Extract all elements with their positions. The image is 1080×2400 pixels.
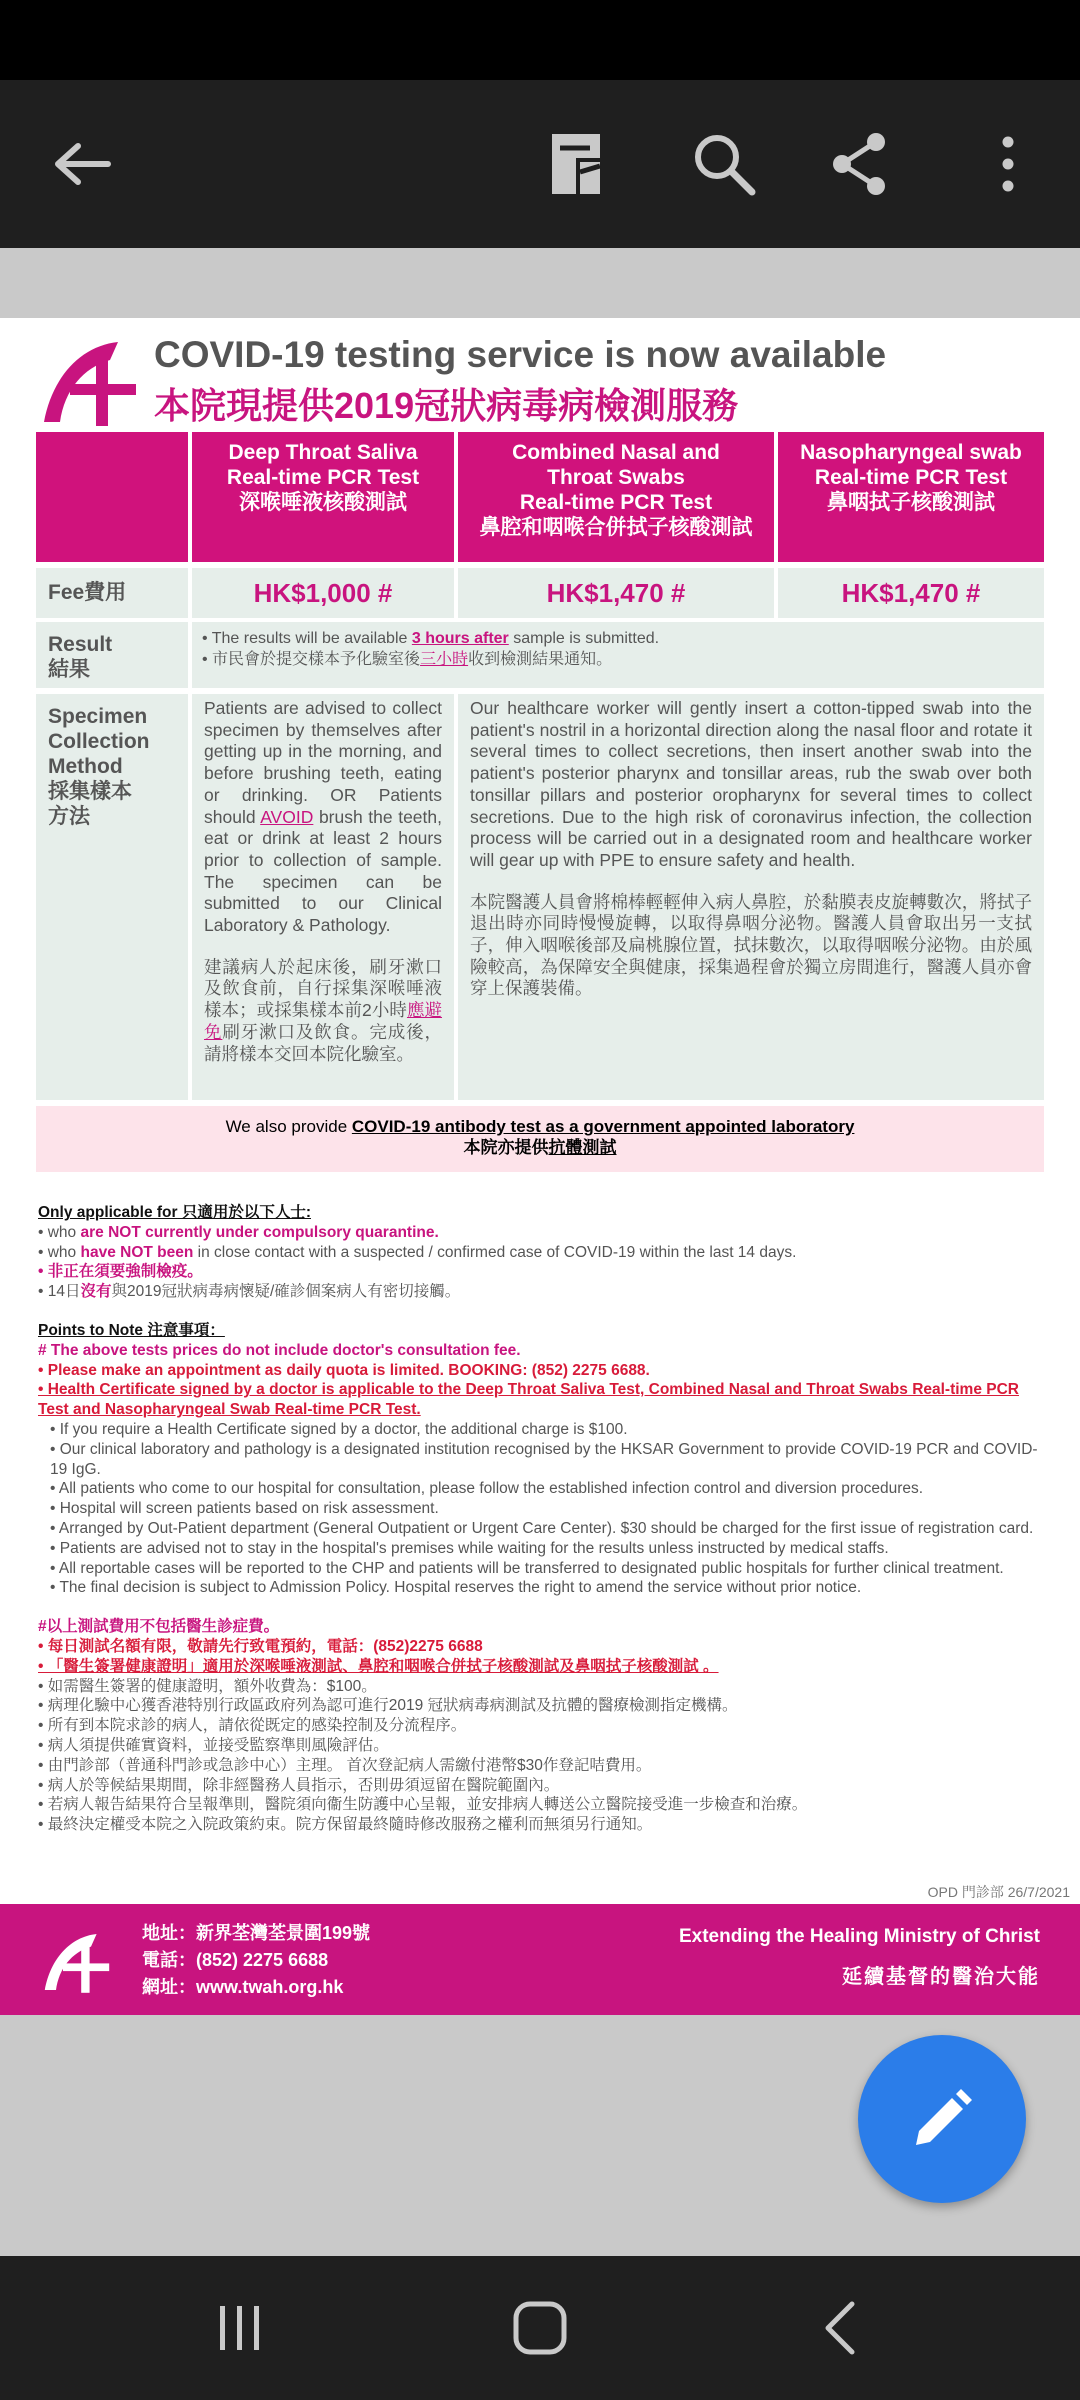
document-date: OPD 門診部 26/7/2021 <box>927 1884 1070 1900</box>
pdf-page <box>0 318 1080 2015</box>
swab-text-en: Our healthcare worker will gently insert a cotton-tipped swab into the patient's nostril in a horizontal direction along the nasal floor and rotate it several times to collect secretions, then insert another swab into the patient's posterior pharynx and tonsillar areas, rub the swab over both tonsillar pillars and posterior oropharynx for several times to collect secretions. Due to the high risk of coronavirus infection, the collection process will be carried out in a designated room and healthcare worker will gear up with PPE to ensure safety and health. <box>470 698 1032 870</box>
saliva-text-zh: 建議病人於起床後，刷牙漱口及飲食前，自行採集深喉唾液樣本；或採集樣本前2小時 <box>204 956 442 1021</box>
viewer-toolbar <box>0 80 1080 248</box>
arrow-left-icon[interactable] <box>40 122 124 206</box>
point-item-zh: #以上測試費用不包括醫生診症費。 <box>38 1618 280 1636</box>
share-icon[interactable] <box>818 122 902 206</box>
antibody-banner <box>36 1106 1044 1172</box>
system-nav-bar <box>0 2256 1080 2400</box>
point-item: • Hospital will screen patients based on risk assessment. <box>50 1500 439 1518</box>
applicable-item-emphasis: have NOT been <box>80 1243 194 1261</box>
result-text <box>192 622 1044 688</box>
swab-method-text <box>458 694 1044 1100</box>
footer-address: 地址：新界荃灣荃景圍199號 <box>142 1923 371 1943</box>
fee-nasal-throat: HK$1,470 # <box>458 568 774 618</box>
specimen-label <box>36 694 188 1100</box>
page-gap <box>0 248 1080 318</box>
saliva-text-en: brush the teeth, eat or drink at least 2 hours prior to collection of sample. The specimen can be submitted to our Clinical Laboratory & Pathology. <box>204 806 442 936</box>
header-nasal-throat-test <box>458 432 774 562</box>
applicable-title-zh: 只適用於以下人士: <box>177 1204 311 1221</box>
edit-pencil-icon <box>910 2087 974 2151</box>
applicable-item: • who <box>38 1243 81 1261</box>
applicable-item-emphasis: are NOT currently under compulsory quarantine. <box>80 1223 439 1241</box>
back-icon[interactable] <box>790 2286 890 2370</box>
point-item: • Our clinical laboratory and pathology is a designated institution recognised by the HKSAR Government to provide COVID-19 PCR and COVID-19 IgG. <box>50 1440 1038 1478</box>
point-item: • If you require a Health Certificate signed by a doctor, the additional charge is $100. <box>50 1420 628 1438</box>
fee-label: Fee費用 <box>36 568 188 618</box>
point-item-zh: • 病人於等候結果期間，除非經醫務人員指示，否則毋須逗留在醫院範圍內。 <box>38 1776 560 1794</box>
applicable-item-zh: 與2019冠狀病毒病懷疑/確診個案病人有密切接觸。 <box>111 1283 461 1301</box>
antibody-text-zh-emphasis: 抗體測試 <box>548 1138 617 1157</box>
saliva-text-en-emphasis: AVOID <box>260 806 314 827</box>
header-line: Throat Swabs <box>547 466 685 489</box>
header-line: Real-time PCR Test <box>814 466 1008 489</box>
specimen-label-line: Collection <box>48 730 150 753</box>
point-item-zh: • 所有到本院求診的病人，請依從既定的感染控制及分流程序。 <box>38 1717 467 1735</box>
point-item: • All reportable cases will be reported to the CHP and patients will be transferred to designated public hospitals for further clinical treatment. <box>50 1559 1004 1577</box>
header-line: 鼻咽拭子核酸測試 <box>827 491 995 514</box>
points-title: Points to Note <box>38 1321 144 1339</box>
header-line: Real-time PCR Test <box>226 466 420 489</box>
result-text-en: • The results will be available <box>202 630 412 647</box>
applicable-title: Only applicable for <box>38 1204 178 1221</box>
hospital-logo <box>42 1926 112 1998</box>
page-title-zh: 本院現提供2019冠狀病毒病檢測服務 <box>154 385 739 426</box>
header-blank-cell <box>36 432 188 562</box>
header-saliva-test <box>192 432 454 562</box>
saliva-text-en: Patients are advised to collect specimen by themselves after getting up in the morning, and before brushing teeth, eating or drinking. OR Patients should <box>204 698 442 827</box>
applicable-item-zh: • 非正在須要強制檢疫。 <box>38 1263 203 1281</box>
header-nasopharyngeal-test <box>778 432 1044 562</box>
edit-fab-button[interactable] <box>858 2035 1026 2203</box>
page-title-en: COVID-19 testing service is now available <box>154 334 887 375</box>
point-item: • Arranged by Out-Patient department (General Outpatient or Urgent Care Center). $30 should be charged for the first issue of registration card. <box>50 1519 1034 1537</box>
footer-contact <box>142 1920 370 2001</box>
point-item-zh: • 「醫生簽署健康證明」適用於深喉唾液測試、鼻腔和咽喉合併拭子核酸測試及鼻咽拭子核酸測試 。 <box>38 1657 719 1675</box>
result-text-en-emphasis: 3 hours after <box>411 630 509 647</box>
result-text-zh-emphasis: 三小時 <box>420 651 469 668</box>
specimen-label-line: 採集樣本 <box>48 780 132 803</box>
point-item: • Health Certificate signed by a doctor is applicable to the Deep Throat Saliva Test, Combined Nasal and Throat Swabs Real-time PCR Test and Nasopharyngeal Swab Real-time PCR Test. <box>38 1381 1019 1419</box>
result-text-en: sample is submitted. <box>508 630 660 647</box>
swab-text-zh: 本院醫護人員會將棉棒輕輕伸入病人鼻腔，於黏膜表皮旋轉數次，將拭子退出時亦同時慢慢旋轉，以取得鼻咽分泌物。醫護人員會取出另一支拭子，伸入咽喉後部及扁桃腺位置，拭抹數次，以取得咽喉分泌物。由於風險較高，為保障安全與健康，採集過程會於獨立房間進行，醫護人員亦會穿上保護裝備。 <box>470 891 1032 999</box>
home-icon[interactable] <box>490 2286 590 2370</box>
applicable-item: in close contact with a suspected / confirmed case of COVID-19 within the last 14 days. <box>193 1243 797 1261</box>
recents-icon[interactable] <box>190 2286 290 2370</box>
point-item-zh: • 最終決定權受本院之入院政策約束。院方保留最終隨時修改服務之權利而無須另行通知。 <box>38 1816 653 1834</box>
result-label-zh: 結果 <box>48 658 90 681</box>
point-item-zh: • 如需醫生簽署的健康證明，額外收費為：$100。 <box>38 1677 377 1695</box>
saliva-text-zh: 刷牙漱口及飲食。完成後，請將樣本交回本院化驗室。 <box>204 1021 442 1064</box>
point-item-zh: • 病理化驗中心獲香港特別行政區政府列為認可進行2019 冠狀病毒病測試及抗體的醫療檢測指定機構。 <box>38 1697 738 1715</box>
point-item: • The final decision is subject to Admission Policy. Hospital reserves the right to amend the service without prior notice. <box>50 1579 862 1597</box>
points-title-zh: 注意事項： <box>143 1321 225 1339</box>
header-line: Combined Nasal and <box>512 441 720 464</box>
antibody-text-emphasis: COVID-19 antibody test as a government appointed laboratory <box>351 1117 855 1136</box>
header-line: 鼻腔和咽喉合併拭子核酸測試 <box>479 516 753 539</box>
footer-phone: 電話：(852) 2275 6688 <box>142 1950 329 1970</box>
header-line: Real-time PCR Test <box>519 491 713 514</box>
footer-slogan-zh: 延續基督的醫治大能 <box>842 1966 1040 1988</box>
point-item: • All patients who come to our hospital for consultation, please follow the established infection control and diversion procedures. <box>50 1480 924 1498</box>
header-line: Deep Throat Saliva <box>228 441 418 464</box>
result-text-zh: • 市民會於提交樣本予化驗室後 <box>202 651 421 668</box>
applicable-item-zh-emphasis: 沒有 <box>80 1283 112 1301</box>
header-line: Nasopharyngeal swab <box>800 441 1022 464</box>
saliva-text-zh-emphasis: 應避免 <box>204 1000 443 1042</box>
result-label <box>36 622 188 688</box>
specimen-label-line: Specimen <box>48 705 148 728</box>
point-item-zh: • 若病人報告結果符合呈報準則，醫院須向衞生防護中心呈報，並安排病人轉送公立醫院接受進一步檢查和治療。 <box>38 1796 808 1814</box>
point-item-zh: • 病人須提供確實資料，並接受監察準則風險評估。 <box>38 1736 389 1754</box>
result-label-en: Result <box>48 633 113 656</box>
point-item: • Please make an appointment as daily quota is limited. BOOKING: (852) 2275 6688. <box>38 1361 650 1379</box>
specimen-label-line: Method <box>48 755 123 778</box>
fee-nasopharyngeal: HK$1,470 # <box>778 568 1044 618</box>
point-item: • Patients are advised not to stay in the hospital's premises while waiting for the results unless instructed by medical staffs. <box>50 1539 889 1557</box>
footer-slogan-en: Extending the Healing Ministry of Christ <box>678 1926 1040 1947</box>
more-vert-icon[interactable] <box>966 122 1050 206</box>
footer-banner <box>0 1904 1080 2015</box>
point-item-zh: • 由門診部（普通科門診或急診中心）主理。 首次登記病人需繳付港幣$30作登記咭費用。 <box>38 1756 652 1774</box>
footer-website: 網址：www.twah.org.hk <box>142 1977 344 1997</box>
antibody-text: We also provide <box>225 1117 352 1136</box>
saliva-method-text <box>192 694 454 1100</box>
point-item: # The above tests prices do not include doctor's consultation fee. <box>38 1341 521 1359</box>
search-icon[interactable] <box>682 122 766 206</box>
hospital-logo <box>40 338 140 426</box>
point-item-zh: • 每日測試名額有限，敬請先行致電預約，電話：(852)2275 6688 <box>38 1637 483 1655</box>
result-text-zh: 收到檢測結果通知。 <box>468 651 613 668</box>
applicable-item-zh: • 14日 <box>38 1283 81 1301</box>
specimen-label-line: 方法 <box>48 805 90 828</box>
fee-saliva: HK$1,000 # <box>192 568 454 618</box>
status-bar <box>0 0 1080 80</box>
header-line: 深喉唾液核酸測試 <box>239 491 407 514</box>
notes-section <box>38 1203 1048 1835</box>
applicable-item: • who <box>38 1223 81 1241</box>
reader-mode-icon[interactable] <box>534 122 618 206</box>
antibody-text-zh: 本院亦提供 <box>463 1138 549 1157</box>
